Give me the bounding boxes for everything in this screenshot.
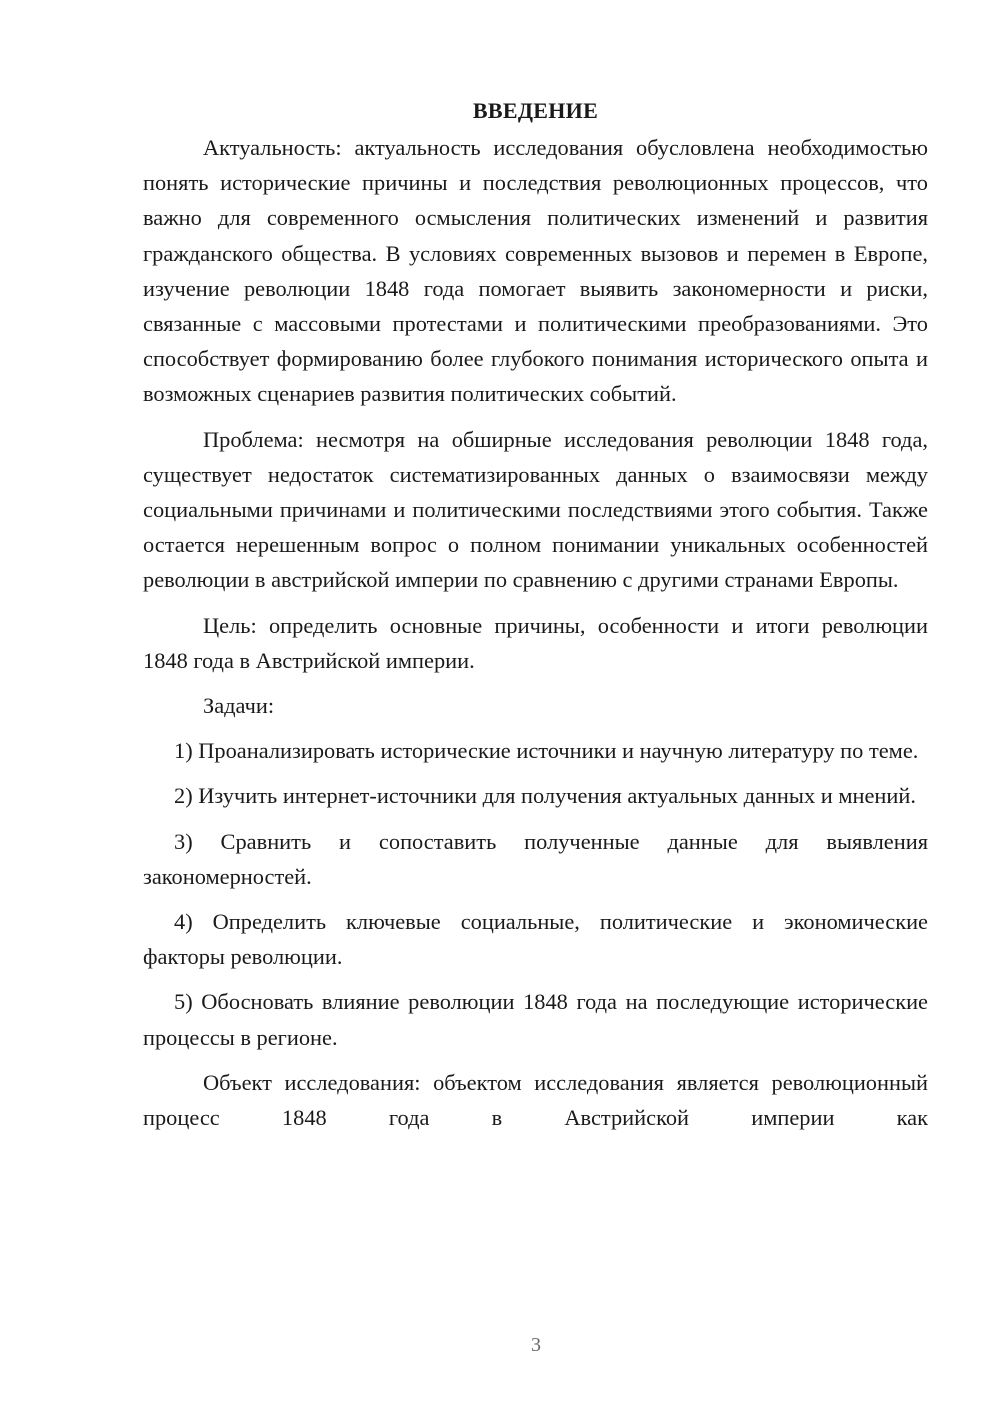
problem-paragraph: Проблема: несмотря на обширные исследования революции 1848 года, существует недостаток систематизированных данных о взаимосвязи между социальными причинами и политическими последствиями этого события. Также остается нерешенным вопрос о полном понимании уникальных особенностей революции в австрийской империи по сравнению с другими странами Европы.: [143, 426, 928, 593]
task-item: 5) Обосновать влияние революции 1848 года на последующие исторические процессы в регионе.: [143, 989, 928, 1050]
task-item: 4) Определить ключевые социальные, политические и экономические факторы революции.: [143, 909, 928, 970]
page-number: 3: [531, 1334, 541, 1356]
section-title: ВВЕДЕНИЕ: [472, 98, 599, 123]
object-paragraph: Объект исследования: объектом исследования является революционный процесс 1848 года в Австрийской империи как: [143, 1069, 928, 1131]
goal-paragraph: Цель: определить основные причины, особенности и итоги революции 1848 года в Австрийской империи.: [143, 612, 928, 673]
relevance-paragraph: Актуальность: актуальность исследования обусловлена необходимостью понять исторические причины и последствия революционных процессов, что важно для современного осмысления политических изменений и развития гражданского общества. В условиях современных вызовов и перемен в Европе, изучение революции 1848 года помогает выявить закономерности и риски, связанные с массовыми протестами и политическими преобразованиями. Это способствует формированию более глубокого понимания исторического опыта и возможных сценариев развития политических событий.: [143, 135, 928, 407]
document-page: [143, 96, 928, 1145]
task-item: 2) Изучить интернет-источники для получения актуальных данных и мнений.: [174, 783, 916, 809]
tasks-label: Задачи:: [203, 693, 275, 719]
task-item: 1) Проанализировать исторические источники и научную литературу по теме.: [174, 738, 919, 764]
task-item: 3) Сравнить и сопоставить полученные данные для выявления закономерностей.: [143, 828, 928, 889]
